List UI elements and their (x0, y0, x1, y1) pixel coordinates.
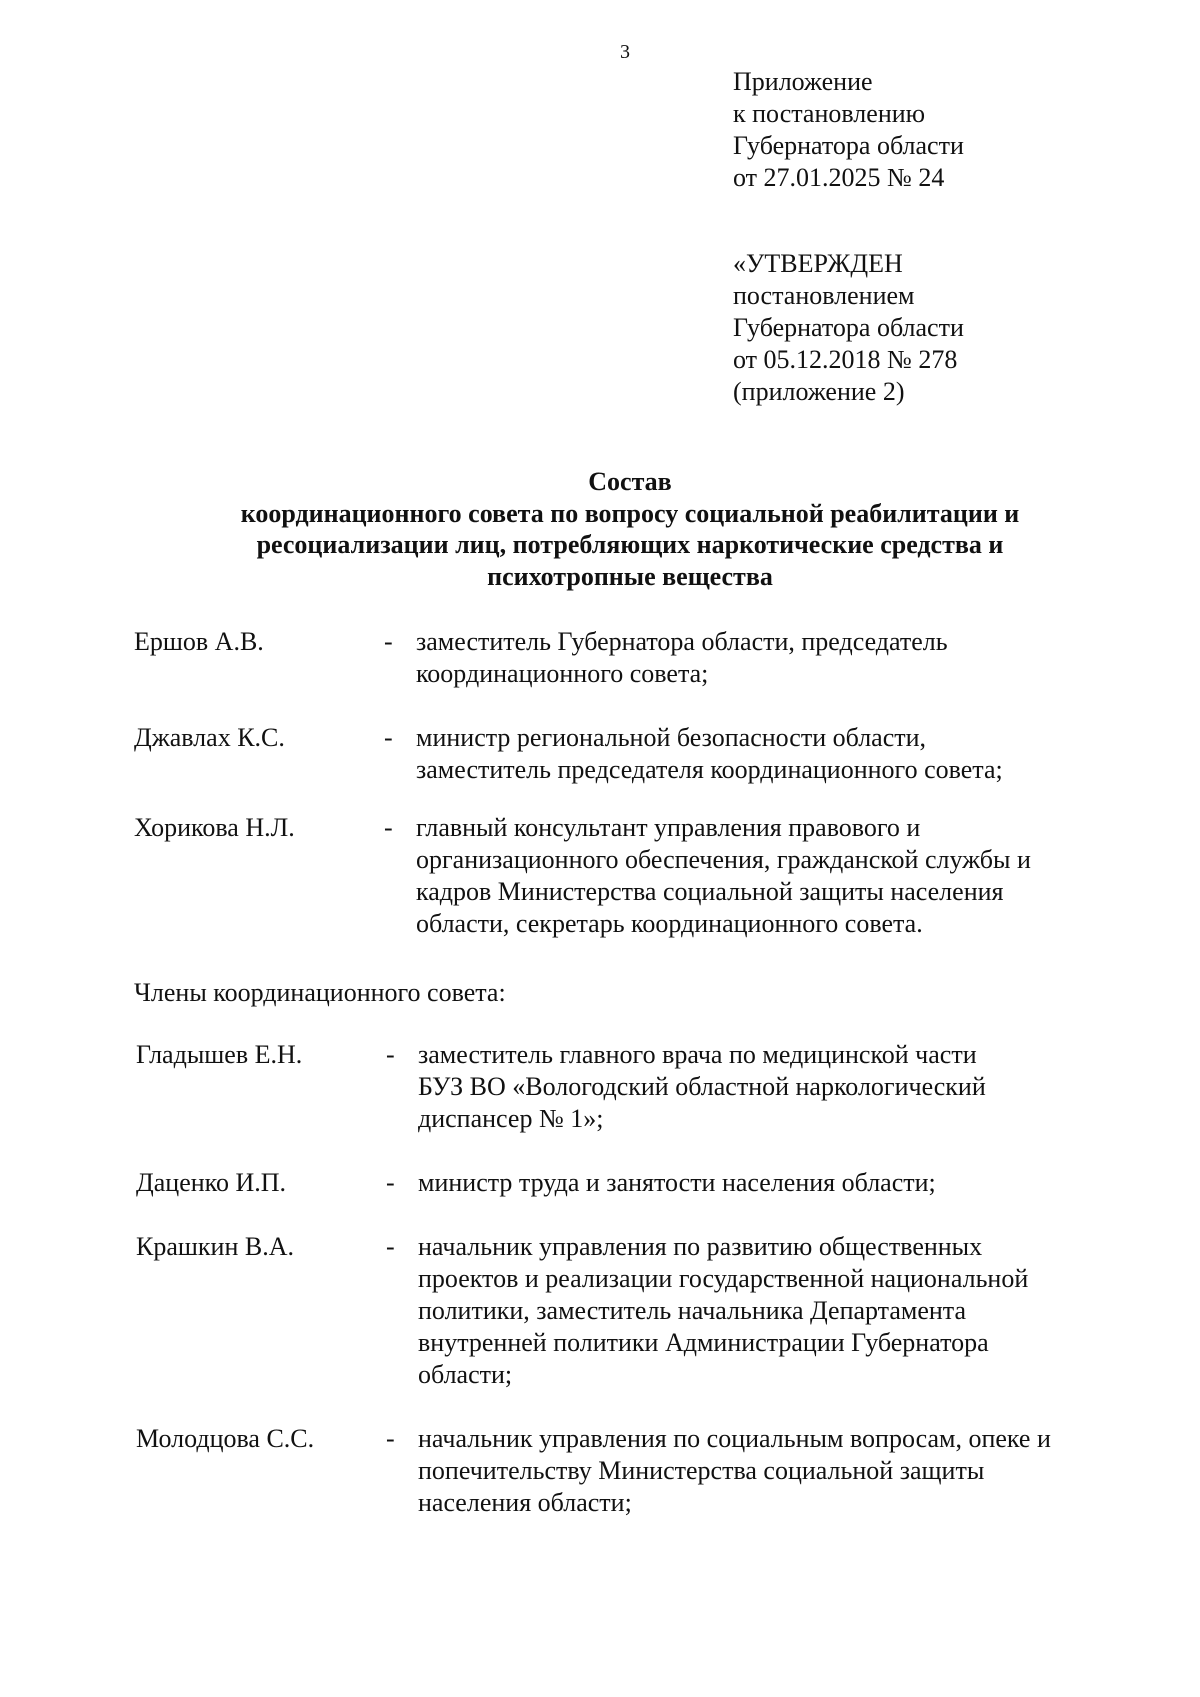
role-line: попечительству Министерства социальной защиты (418, 1456, 985, 1485)
list-item (134, 626, 1134, 690)
member-role (418, 1167, 1136, 1199)
member-role (416, 626, 1134, 690)
title-line: психотропные вещества (487, 561, 773, 591)
approved-line: (приложение 2) (733, 377, 905, 406)
annex-line: Губернатора области (733, 131, 964, 160)
role-line: заместитель Губернатора области, председатель (416, 627, 948, 656)
member-name: Даценко И.П. (136, 1168, 287, 1197)
member-name: Молодцова С.С. (136, 1424, 315, 1453)
leaders-list (134, 626, 1134, 940)
document-title (150, 466, 1110, 592)
approved-line: «УТВЕРЖДЕН (733, 249, 903, 278)
title-line: координационного совета по вопросу социальной реабилитации и (240, 498, 1020, 528)
role-line: внутренней политики Администрации Губернатора (418, 1328, 989, 1357)
member-role (416, 722, 1134, 786)
title-line: Состав (588, 467, 672, 496)
role-line: министр региональной безопасности области, (416, 723, 927, 752)
role-line: населения области; (418, 1488, 632, 1517)
role-line: БУЗ ВО «Вологодский областной наркологический (418, 1072, 986, 1101)
annex-line: от 27.01.2025 № 24 (733, 163, 945, 192)
role-line: области; (418, 1360, 513, 1389)
title-line: ресоциализации лиц, потребляющих наркотические средства и (256, 530, 1004, 559)
approved-line: Губернатора области (733, 313, 964, 342)
role-line: начальник управления по развитию общественных (418, 1232, 983, 1261)
list-item (136, 1167, 1136, 1199)
member-name: Хорикова Н.Л. (134, 813, 295, 842)
members-heading: Члены координационного совета: (134, 978, 506, 1007)
member-role (418, 1231, 1136, 1391)
member-name: Гладышев Е.Н. (136, 1040, 303, 1069)
member-name: Джавлах К.С. (134, 723, 285, 752)
role-line: главный консультант управления правового и (416, 813, 921, 842)
approved-line: от 05.12.2018 № 278 (733, 345, 958, 374)
member-name: Крашкин В.А. (136, 1232, 294, 1261)
role-line: диспансер № 1»; (418, 1104, 604, 1133)
dash: - (386, 1232, 395, 1261)
list-item (134, 722, 1134, 786)
member-role (416, 812, 1134, 940)
member-role (418, 1039, 1136, 1135)
annex-line: к постановлению (733, 99, 926, 128)
approved-line: постановлением (733, 281, 915, 310)
list-item (136, 1039, 1136, 1135)
members-list (136, 1039, 1136, 1519)
dash: - (386, 1040, 395, 1069)
role-line: заместитель главного врача по медицинской части (418, 1040, 977, 1069)
page-number: 3 (620, 41, 630, 63)
dash: - (384, 723, 393, 752)
role-line: министр труда и занятости населения области; (418, 1168, 936, 1197)
member-name: Ершов А.В. (134, 627, 264, 656)
dash: - (384, 813, 393, 842)
role-line: проектов и реализации государственной национальной (418, 1264, 1029, 1293)
role-line: координационного совета; (416, 659, 709, 688)
dash: - (386, 1424, 395, 1453)
list-item (136, 1231, 1136, 1391)
role-line: кадров Министерства социальной защиты населения (416, 877, 1004, 906)
role-line: организационного обеспечения, гражданской службы и (416, 845, 1031, 874)
role-line: области, секретарь координационного совета. (416, 909, 923, 938)
role-line: заместитель председателя координационного совета; (416, 755, 1003, 784)
annex-block (733, 66, 1133, 194)
annex-line: Приложение (733, 67, 873, 96)
list-item (136, 1423, 1136, 1519)
member-role (418, 1423, 1136, 1519)
list-item (134, 812, 1134, 940)
dash: - (386, 1168, 395, 1197)
approved-block (733, 248, 1133, 408)
dash: - (384, 627, 393, 656)
role-line: начальник управления по социальным вопросам, опеке и (418, 1424, 1051, 1453)
role-line: политики, заместитель начальника Департамента (418, 1296, 967, 1325)
